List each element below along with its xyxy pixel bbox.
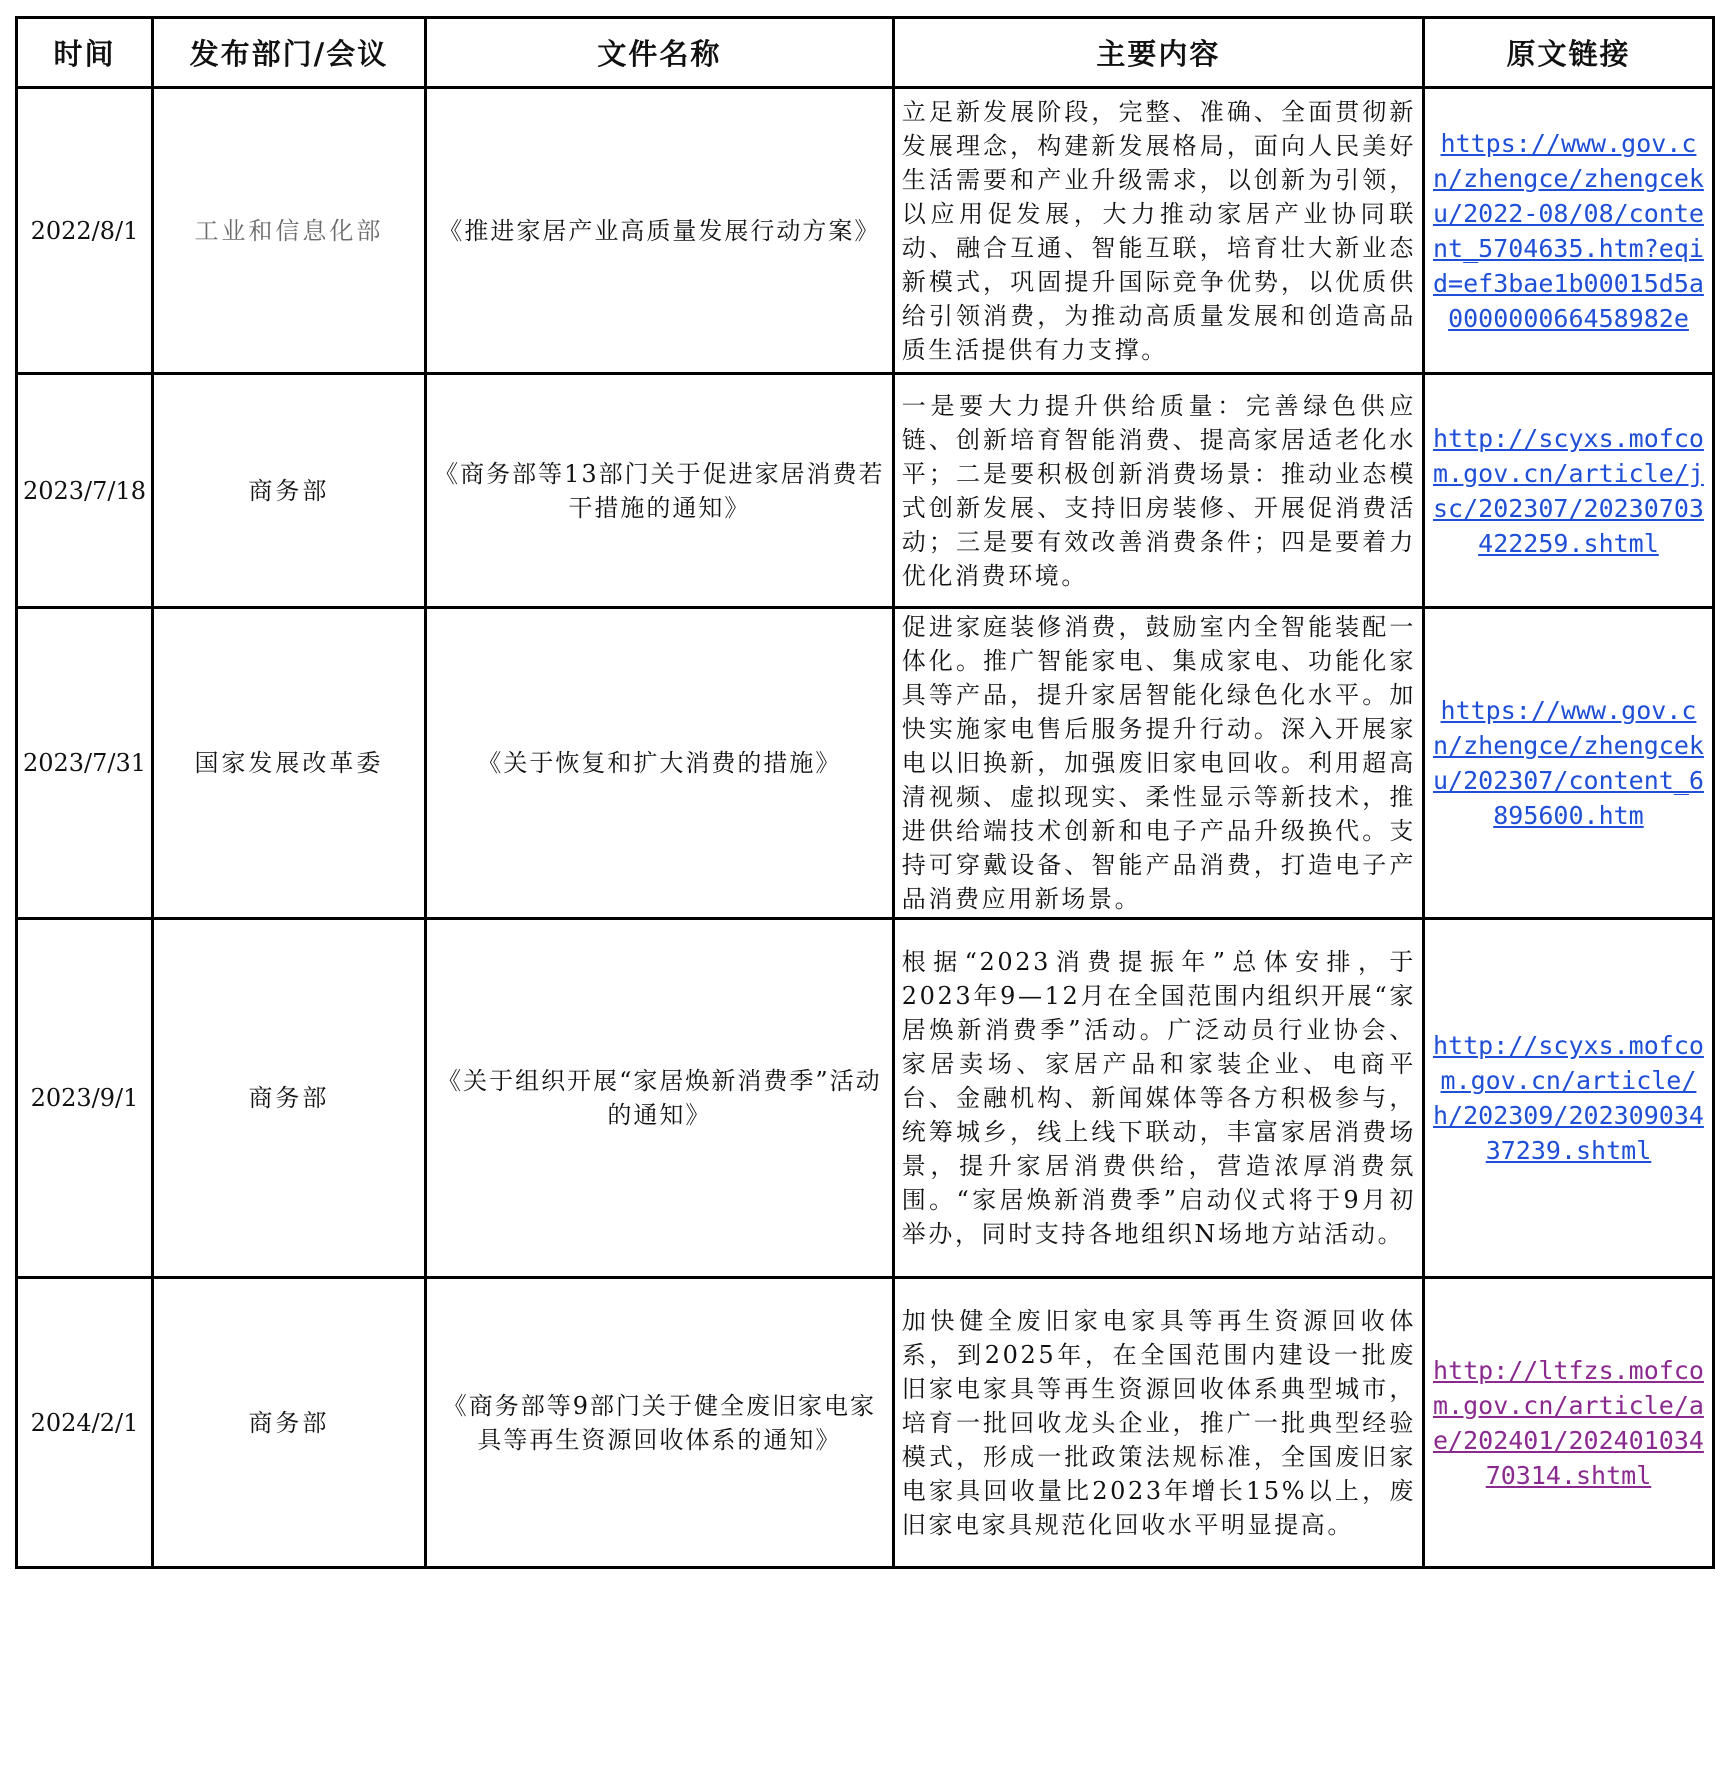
cell-dept: 国家发展改革委 (152, 608, 425, 919)
link-url[interactable]: https://www.gov.cn/zhengce/zhengceku/2022-08/08/content_5704635.htm?eqid=ef3bae1b00015d5a000000066458982e (1433, 128, 1704, 333)
cell-content: 根据“2023消费提振年”总体安排，于2023年9—12月在全国范围内组织开展“家居焕新消费季”活动。广泛动员行业协会、家居卖场、家居产品和家装企业、电商平台、金融机构、新闻媒体等各方积极参与，统筹城乡，线上线下联动，丰富家居消费场景，提升家居消费供给，营造浓厚消费氛围。“家居焕新消费季”启动仪式将于9月初举办，同时支持各地组织N场地方站活动。 (893, 919, 1423, 1278)
cell-dept: 商务部 (152, 374, 425, 608)
cell-link (1423, 374, 1713, 608)
cell-file: 《关于组织开展“家居焕新消费季”活动的通知》 (425, 919, 893, 1278)
cell-dept: 商务部 (152, 919, 425, 1278)
cell-date: 2023/7/31 (17, 608, 153, 919)
cell-link (1423, 919, 1713, 1278)
link-url[interactable]: http://scyxs.mofcom.gov.cn/article/jsc/202307/20230703422259.shtml (1433, 423, 1704, 558)
cell-content: 促进家庭装修消费，鼓励室内全智能装配一体化。推广智能家电、集成家电、功能化家具等产品，提升家居智能化绿色化水平。加快实施家电售后服务提升行动。深入开展家电以旧换新，加强废旧家电回收。利用超高清视频、虚拟现实、柔性显示等新技术，推进供给端技术创新和电子产品升级换代。支持可穿戴设备、智能产品消费，打造电子产品消费应用新场景。 (893, 608, 1423, 919)
header-content: 主要内容 (893, 18, 1423, 88)
link-url[interactable]: https://www.gov.cn/zhengce/zhengceku/202307/content_6895600.htm (1433, 696, 1704, 830)
cell-file: 《商务部等13部门关于促进家居消费若干措施的通知》 (425, 374, 893, 608)
cell-content: 加快健全废旧家电家具等再生资源回收体系，到2025年，在全国范围内建设一批废旧家电家具等再生资源回收体系典型城市，培育一批回收龙头企业，推广一批典型经验模式，形成一批政策法规标准，全国废旧家电家具回收量比2023年增长15%以上，废旧家电家具规范化回收水平明显提高。 (893, 1278, 1423, 1568)
header-link: 原文链接 (1423, 18, 1713, 88)
cell-date: 2023/7/18 (17, 374, 153, 608)
header-row (17, 18, 1714, 88)
cell-link (1423, 1278, 1713, 1568)
table-row (17, 1278, 1714, 1568)
link-url[interactable]: http://ltfzs.mofcom.gov.cn/article/ae/202401/20240103470314.shtml (1433, 1355, 1704, 1490)
cell-link (1423, 608, 1713, 919)
cell-file: 《关于恢复和扩大消费的措施》 (425, 608, 893, 919)
header-file: 文件名称 (425, 18, 893, 88)
table-row (17, 608, 1714, 919)
cell-file: 《商务部等9部门关于健全废旧家电家具等再生资源回收体系的通知》 (425, 1278, 893, 1568)
cell-date: 2024/2/1 (17, 1278, 153, 1568)
cell-content: 立足新发展阶段，完整、准确、全面贯彻新发展理念，构建新发展格局，面向人民美好生活需要和产业升级需求，以创新为引领，以应用促发展，大力推动家居产业协同联动、融合互通、智能互联，培育壮大新业态新模式，巩固提升国际竞争优势，以优质供给引领消费，为推动高质量发展和创造高品质生活提供有力支撑。 (893, 88, 1423, 374)
cell-file: 《推进家居产业高质量发展行动方案》 (425, 88, 893, 374)
header-date: 时间 (17, 18, 153, 88)
cell-link (1423, 88, 1713, 374)
table-row (17, 374, 1714, 608)
header-dept: 发布部门/会议 (152, 18, 425, 88)
policy-table (15, 16, 1715, 1569)
table-row (17, 919, 1714, 1278)
cell-date: 2022/8/1 (17, 88, 153, 374)
cell-dept: 商务部 (152, 1278, 425, 1568)
cell-dept: 工业和信息化部 (152, 88, 425, 374)
table-row (17, 88, 1714, 374)
link-url[interactable]: http://scyxs.mofcom.gov.cn/article/h/202309/20230903437239.shtml (1433, 1031, 1704, 1165)
cell-date: 2023/9/1 (17, 919, 153, 1278)
cell-content: 一是要大力提升供给质量：完善绿色供应链、创新培育智能消费、提高家居适老化水平；二是要积极创新消费场景：推动业态模式创新发展、支持旧房装修、开展促消费活动；三是要有效改善消费条件；四是要着力优化消费环境。 (893, 374, 1423, 608)
